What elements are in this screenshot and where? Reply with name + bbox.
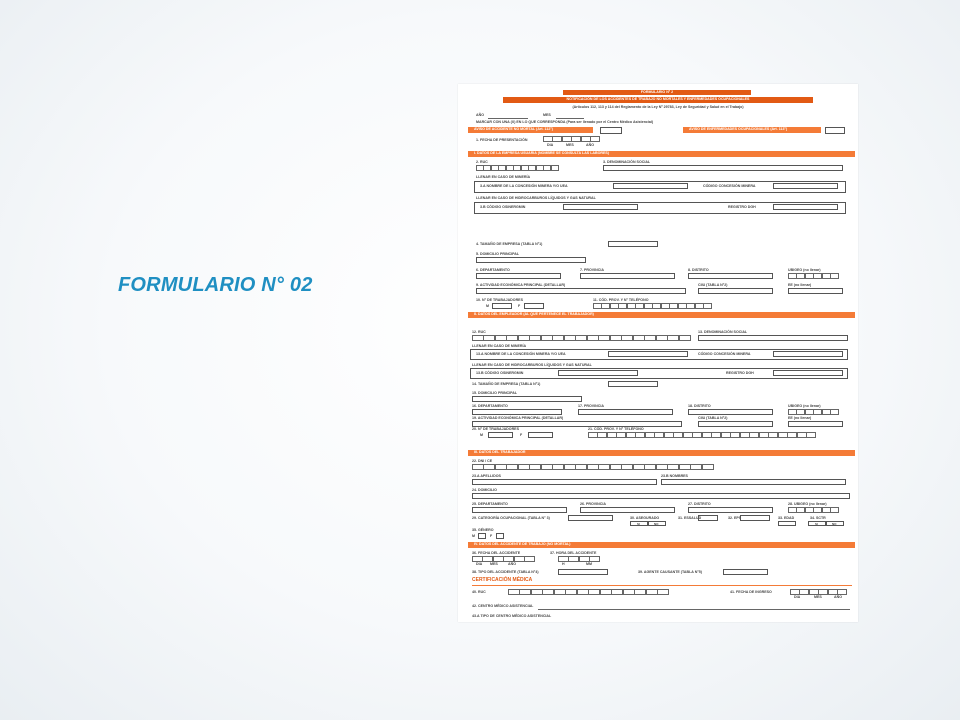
s3-departamento-label: 25. DEPARTAMENTO <box>472 502 508 506</box>
section-2-title: II. DATOS DEL EMPLEADOR (AL QUE PERTENECE EL TRABAJADOR) <box>474 312 594 317</box>
s2-m-field[interactable] <box>488 432 513 438</box>
dia-label: DIA <box>547 143 554 147</box>
s1-ruc-label: 2. RUC <box>476 160 488 164</box>
section-1-bar <box>468 151 855 157</box>
s1-ubigeo-label: UBIGEO (no llenar) <box>788 268 821 272</box>
s3-eps-field[interactable] <box>740 515 770 521</box>
s4-agente-label: 39. AGENTE CAUSANTE (TABLA N°5) <box>638 570 702 574</box>
aviso-enfermedad-checkbox[interactable] <box>825 127 845 134</box>
s1-registro-label: REGISTRO DGH <box>728 205 756 209</box>
s3-sctr-label: 34. SCTR <box>810 516 826 520</box>
s2-domicilio-field[interactable] <box>472 396 582 402</box>
s2-codigo-concesion-label: CÓDIGO CONCESIÓN MINERA <box>698 352 751 356</box>
s4-h: H <box>562 562 565 566</box>
s2-ubigeo-label: UBIGEO (no llenar) <box>788 404 821 408</box>
s1-distrito-label: 8. DISTRITO <box>688 268 709 272</box>
s3-essalud-label: 31. ESSALUD <box>678 516 702 520</box>
s2-ruc-cells[interactable] <box>472 335 691 341</box>
s2-f-field[interactable] <box>528 432 553 438</box>
s4-fecha-label: 36. FECHA DEL ACCIDENTE <box>472 551 521 555</box>
s1-f-field[interactable] <box>524 303 544 309</box>
s3-apellidos-field[interactable] <box>472 479 657 485</box>
s2-ruc-label: 12. RUC <box>472 330 486 334</box>
s2-registro-field[interactable] <box>773 370 843 376</box>
s2-ciiu-label: CIIU (TABLA N°2) <box>698 416 728 420</box>
s3-dni-cells[interactable] <box>472 464 714 470</box>
s3-essalud-field[interactable] <box>698 515 718 521</box>
s2-concesion-label: 13.A NOMBRE DE LA CONCESIÓN MINERA Y/O UEA <box>476 352 566 356</box>
s2-distrito-label: 18. DISTRITO <box>688 404 711 408</box>
s2-m-label: M <box>480 433 483 437</box>
s1-provincia-label: 7. PROVINCIA <box>580 268 604 272</box>
s1-ee-field[interactable] <box>788 288 843 294</box>
s2-codigo-concesion-field[interactable] <box>773 351 843 357</box>
s3-genero-f: F <box>490 534 493 538</box>
form-header: FORMULARIO Nº 2 <box>640 89 674 94</box>
s2-denominacion-field[interactable] <box>698 335 848 341</box>
s2-provincia-label: 17. PROVINCIA <box>578 404 604 408</box>
s3-genero-m: M <box>472 534 475 538</box>
s4-ano: AÑO <box>508 562 516 566</box>
s4-hora-label: 37. HORA DEL ACCIDENTE <box>550 551 597 555</box>
aviso-enfermedad-bar <box>683 127 821 133</box>
form-subheader-bar <box>503 97 813 103</box>
s3-asegurado-no[interactable] <box>648 521 666 526</box>
s2-telefono-label: 21. CÓD. PROV. Y N° TELÉFONO <box>588 427 644 431</box>
s2-actividad-label: 19. ACTIVIDAD ECONÓMICA PRINCIPAL (DETALLAR) <box>472 416 564 420</box>
mes-label: MES <box>566 143 574 147</box>
si-label: SI <box>637 521 640 526</box>
s1-domicilio-label: 5. DOMICILIO PRINCIPAL <box>476 252 520 256</box>
s3-nombres-label: 23.B NOMBRES <box>661 474 688 478</box>
year-label: AÑO <box>476 113 484 117</box>
s1-osinergmin-label: 3.B CÓDIGO OSINERGMIN <box>480 205 526 209</box>
s1-m-label: M <box>486 304 489 308</box>
section-3-bar <box>468 450 855 456</box>
s2-denominacion-label: 13. DENOMINACIÓN SOCIAL <box>698 330 748 334</box>
aviso-enfermedad-label: AVISO DE ENFERMEDADES OCUPACIONALES (Art. 113°) <box>689 127 788 132</box>
s2-provincia-field[interactable] <box>578 409 673 415</box>
no-label: NO <box>654 521 659 526</box>
s3-edad-field[interactable] <box>778 521 796 526</box>
s1-tamano-field[interactable] <box>608 241 658 247</box>
s1-departamento-field[interactable] <box>476 273 561 279</box>
section-4-title: IV. DATOS DEL ACCIDENTE DE TRABAJO (NO MORTAL) <box>474 542 571 547</box>
aviso-accidente-checkbox[interactable] <box>600 127 622 134</box>
s3-genero-label: 35. GÉNERO <box>472 528 494 532</box>
cert-ruc-label: 40. RUC <box>472 590 486 594</box>
s1-domicilio-field[interactable] <box>476 257 586 263</box>
s2-concesion-field[interactable] <box>608 351 688 357</box>
cert-dia: DIA <box>794 595 801 599</box>
s4-tipo-field[interactable] <box>558 569 608 575</box>
cert-ruc-cells[interactable] <box>508 589 669 595</box>
s3-dni-label: 22. DNI / CE <box>472 459 493 463</box>
s2-tamano-label: 14. TAMAÑO DE EMPRESA (TABLA N°1) <box>472 382 541 386</box>
s4-dia: DIA <box>476 562 483 566</box>
s2-telefono-cells[interactable] <box>588 432 816 438</box>
s4-mes: MES <box>490 562 498 566</box>
form-instruction: MARCAR CON UNA (X) EN LO QUE CORRESPONDA (Para ser llenado por el Centro Médico Asistencial) <box>476 120 654 124</box>
s1-ee-label: EE (no llenar) <box>788 283 812 287</box>
s1-codigo-concesion-label: CÓDIGO CONCESIÓN MINERA <box>703 184 756 188</box>
s3-edad-label: 33. EDAD <box>778 516 795 520</box>
s3-sctr-si[interactable] <box>808 521 826 526</box>
fecha-presentacion-cells[interactable] <box>543 136 600 142</box>
s2-f-label: F <box>520 433 523 437</box>
s1-ciiu-label: CIIU (TABLA N°2) <box>698 283 728 287</box>
s3-genero-f-box[interactable] <box>496 533 504 539</box>
s1-denominacion-label: 3. DENOMINACIÓN SOCIAL <box>603 160 651 164</box>
s1-denominacion-field[interactable] <box>603 165 843 171</box>
s1-actividad-label: 9. ACTIVIDAD ECONÓMICA PRINCIPAL (DETALLAR) <box>476 283 566 287</box>
aviso-accidente-label: AVISO DE ACCIDENTE NO MORTAL (Art. 112°) <box>474 127 553 132</box>
s3-genero-m-box[interactable] <box>478 533 486 539</box>
s1-ciiu-field[interactable] <box>698 288 773 294</box>
fecha-presentacion-label: 1. FECHA DE PRESENTACIÓN <box>476 138 528 142</box>
cert-title: CERTIFICACIÓN MÉDICA <box>472 577 533 583</box>
s1-hidrocarburos-label: LLENAR EN CASO DE HIDROCARBUROS LÍQUIDOS Y GAS NATURAL <box>476 196 596 200</box>
s2-departamento-field[interactable] <box>472 409 562 415</box>
s1-registro-field[interactable] <box>773 204 838 210</box>
form-document <box>458 84 858 622</box>
cert-mes: MES <box>814 595 822 599</box>
s1-telefono-cells[interactable] <box>593 303 712 309</box>
s2-mineria-label: LLENAR EN CASO DE MINERÍA <box>472 344 527 348</box>
s3-departamento-field[interactable] <box>472 507 567 513</box>
s3-domicilio-field[interactable] <box>472 493 850 499</box>
s2-osinergmin-label: 13.B CÓDIGO OSINERGMIN <box>476 371 524 375</box>
cert-centro-label: 42. CENTRO MÉDICO ASISTENCIAL <box>472 604 534 608</box>
s4-tipo-label: 38. TIPO DEL ACCIDENTE (TABLA N°4) <box>472 570 539 574</box>
s2-hidrocarburos-label: LLENAR EN CASO DE HIDROCARBUROS LÍQUIDOS Y GAS NATURAL <box>472 363 592 367</box>
s2-tamano-field[interactable] <box>608 381 658 387</box>
s3-categoria-label: 29. CATEGORÍA OCUPACIONAL (TABLA N° 3) <box>472 516 550 520</box>
s4-agente-field[interactable] <box>723 569 768 575</box>
s1-m-field[interactable] <box>492 303 512 309</box>
s1-telefono-label: 11. CÓD. PROV. Y N° TELÉFONO <box>593 298 649 302</box>
s1-departamento-label: 6. DEPARTAMENTO <box>476 268 510 272</box>
cert-ano: AÑO <box>834 595 842 599</box>
cert-tipo-centro-label: 43.A TIPO DE CENTRO MÉDICO ASISTENCIAL <box>472 614 552 618</box>
s1-osinergmin-field[interactable] <box>563 204 638 210</box>
s2-osinergmin-field[interactable] <box>558 370 638 376</box>
s1-ruc-cells[interactable] <box>476 165 559 171</box>
s1-tamano-label: 4. TAMAÑO DE EMPRESA (TABLA N°1) <box>476 242 543 246</box>
s1-distrito-field[interactable] <box>688 273 773 279</box>
s2-registro-label: REGISTRO DGH <box>726 371 754 375</box>
s2-distrito-field[interactable] <box>688 409 773 415</box>
form-subheader: NOTIFICACIÓN DE LOS ACCIDENTES DE TRABAJO NO MORTALES Y ENFERMEDADES OCUPACIONALES <box>566 97 750 102</box>
s3-asegurado-label: 30. ASEGURADO <box>630 516 660 520</box>
aviso-accidente-bar <box>468 127 593 133</box>
s2-trabajadores-label: 20. N° DE TRABAJADORES <box>472 427 519 431</box>
s1-concesion-field[interactable] <box>613 183 688 189</box>
s1-trabajadores-label: 10. N° DE TRABAJADORES <box>476 298 523 302</box>
form-header-bar <box>563 90 751 95</box>
s3-nombres-field[interactable] <box>661 479 846 485</box>
month-label: MES <box>543 113 551 117</box>
s3-distrito-field[interactable] <box>688 507 773 513</box>
s3-sctr-no[interactable] <box>826 521 844 526</box>
no-label: NO <box>832 521 837 526</box>
ano-label: AÑO <box>586 143 594 147</box>
s3-apellidos-label: 23.A APELLIDOS <box>472 474 501 478</box>
form-legal: (Artículos 112, 113 y 114 del Reglamento de la Ley Nº 29783, Ley de Seguridad y Salud en el Trabajo) <box>572 105 744 109</box>
s3-distrito-label: 27. DISTRITO <box>688 502 711 506</box>
s1-f-label: F <box>518 304 521 308</box>
section-3-title: III. DATOS DEL TRABAJADOR <box>474 450 526 455</box>
s1-provincia-field[interactable] <box>580 273 675 279</box>
s1-ubigeo-cells[interactable] <box>788 273 839 279</box>
section-2-bar <box>468 312 855 318</box>
cert-fecha-ingreso-label: 41. FECHA DE INGRESO <box>730 590 772 594</box>
section-1-title: I. DATOS DE LA EMPRESA USUARIA (NOMBRE SE CONSULTA LAS LABORES) <box>474 151 609 156</box>
s3-domicilio-label: 24. DOMICILIO <box>472 488 497 492</box>
s2-ubigeo-cells[interactable] <box>788 409 839 415</box>
s1-mineria-label: LLENAR EN CASO DE MINERÍA <box>476 175 531 179</box>
s2-ciiu-field[interactable] <box>698 421 773 427</box>
s1-codigo-concesion-field[interactable] <box>773 183 838 189</box>
s2-departamento-label: 16. DEPARTAMENTO <box>472 404 508 408</box>
s2-domicilio-label: 15. DOMICILIO PRINCIPAL <box>472 391 518 395</box>
s1-concesion-label: 3.A NOMBRE DE LA CONCESIÓN MINERA Y/O UEA <box>480 184 568 188</box>
s2-ee-field[interactable] <box>788 421 843 427</box>
s3-ubigeo-cells[interactable] <box>788 507 839 513</box>
s4-mm: MM <box>586 562 592 566</box>
s2-ee-label: EE (no llenar) <box>788 416 812 420</box>
s3-provincia-label: 26. PROVINCIA <box>580 502 606 506</box>
s1-actividad-field[interactable] <box>476 288 686 294</box>
slide-title: FORMULARIO N° 02 <box>118 274 313 296</box>
s3-provincia-field[interactable] <box>580 507 675 513</box>
si-label: SI <box>815 521 818 526</box>
section-4-bar <box>468 542 855 548</box>
s3-ubigeo-label: 28. UBIGEO (no llenar) <box>788 502 827 506</box>
s3-categoria-field[interactable] <box>568 515 613 521</box>
s3-eps-label: 32. EPS <box>728 516 742 520</box>
s3-asegurado-si[interactable] <box>630 521 648 526</box>
